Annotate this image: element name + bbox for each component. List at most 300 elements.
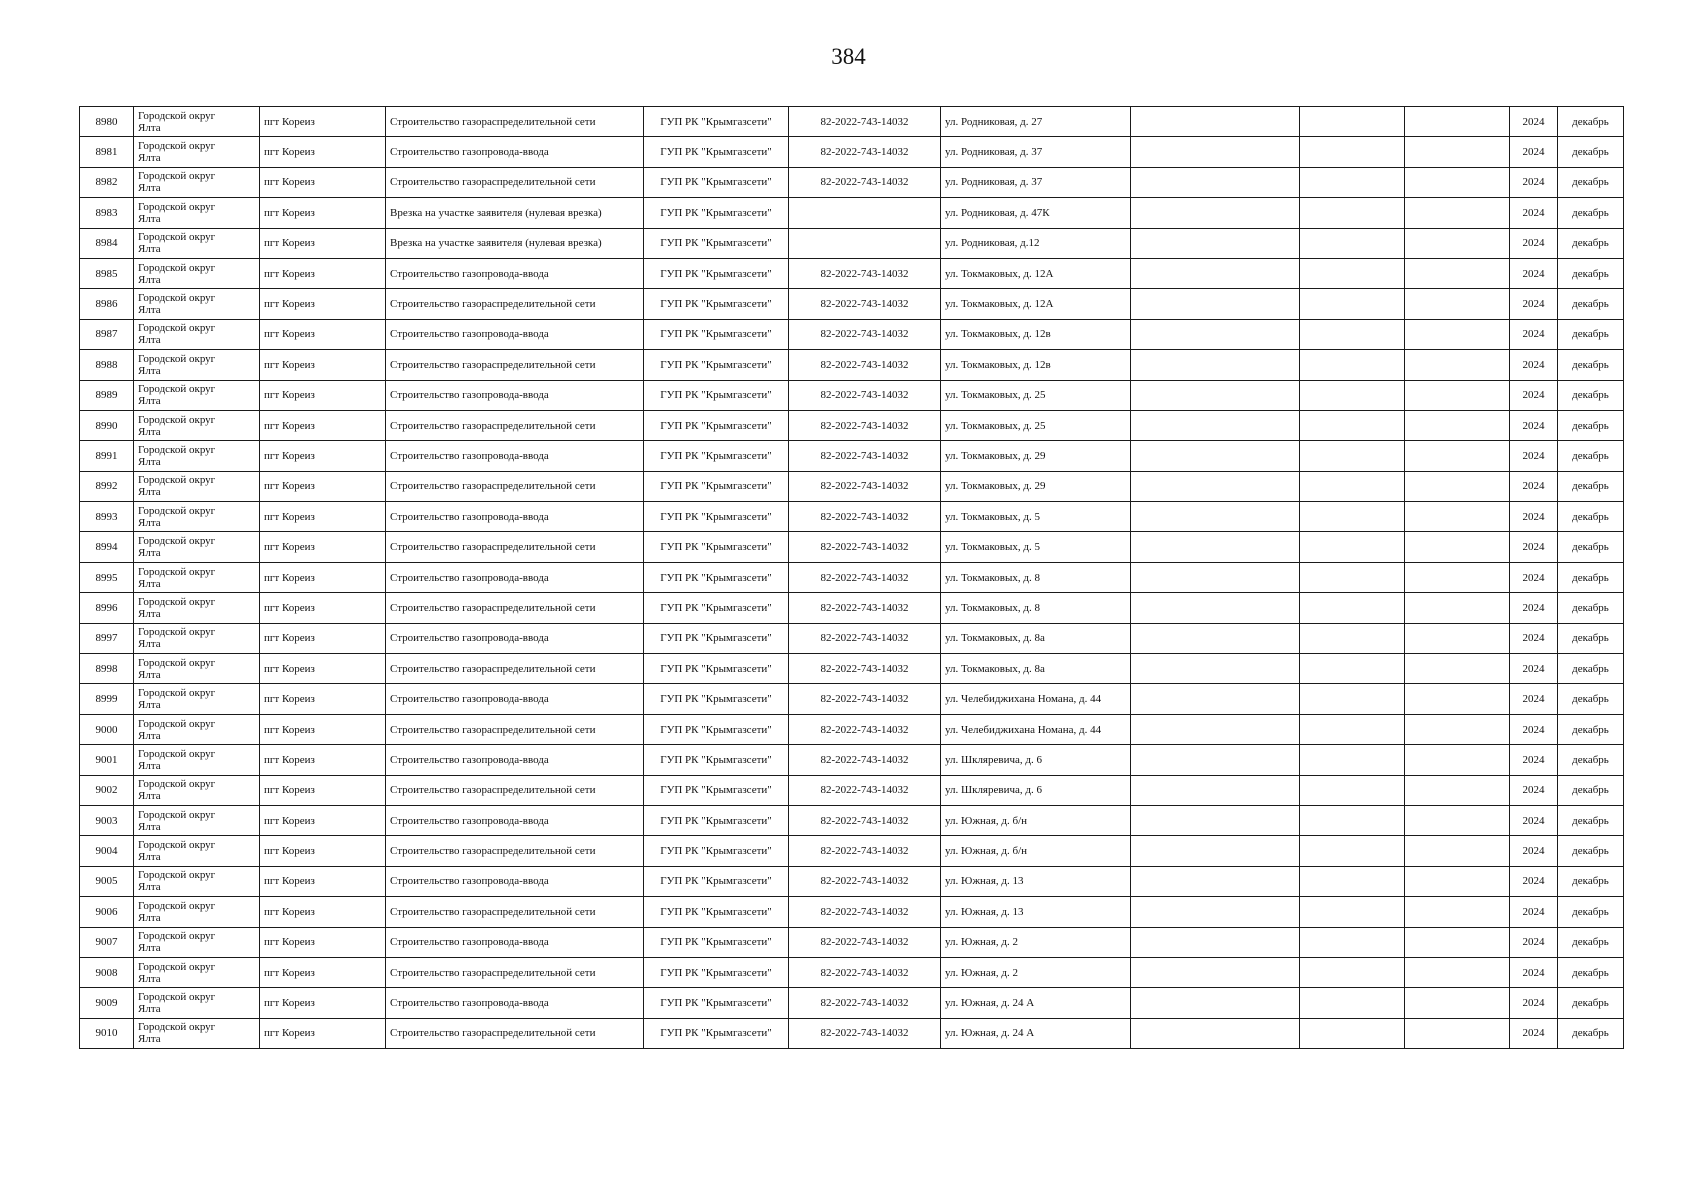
district-cell bbox=[134, 319, 260, 349]
settlement-cell: пгт Кореиз bbox=[260, 714, 386, 744]
empty-cell-2 bbox=[1300, 137, 1405, 167]
empty-cell-1 bbox=[1131, 684, 1300, 714]
row-number-cell: 9002 bbox=[80, 775, 134, 805]
organization-cell: ГУП РК "Крымгазсети" bbox=[644, 380, 789, 410]
organization-cell: ГУП РК "Крымгазсети" bbox=[644, 137, 789, 167]
empty-cell-3 bbox=[1405, 350, 1510, 380]
work-type-cell: Строительство газопровода-ввода bbox=[386, 866, 644, 896]
year-cell: 2024 bbox=[1510, 866, 1558, 896]
empty-cell-3 bbox=[1405, 745, 1510, 775]
organization-cell: ГУП РК "Крымгазсети" bbox=[644, 623, 789, 653]
district-cell bbox=[134, 714, 260, 744]
district-line-1: Городской округ bbox=[138, 595, 216, 608]
year-cell: 2024 bbox=[1510, 836, 1558, 866]
year-cell: 2024 bbox=[1510, 137, 1558, 167]
empty-cell-1 bbox=[1131, 714, 1300, 744]
address-cell: ул. Родниковая, д. 27 bbox=[941, 107, 1131, 137]
month-cell: декабрь bbox=[1558, 471, 1624, 501]
district-line-1: Городской округ bbox=[138, 687, 216, 700]
row-number-cell: 9009 bbox=[80, 988, 134, 1018]
organization-cell: ГУП РК "Крымгазсети" bbox=[644, 897, 789, 927]
district-cell bbox=[134, 532, 260, 562]
district-line-1: Городской округ bbox=[138, 292, 216, 305]
settlement-cell: пгт Кореиз bbox=[260, 775, 386, 805]
work-type-cell: Строительство газораспределительной сети bbox=[386, 714, 644, 744]
district-cell bbox=[134, 258, 260, 288]
district-cell bbox=[134, 441, 260, 471]
address-cell: ул. Токмаковых, д. 29 bbox=[941, 441, 1131, 471]
empty-cell-2 bbox=[1300, 1018, 1405, 1048]
table-row bbox=[80, 319, 1624, 349]
organization-cell: ГУП РК "Крымгазсети" bbox=[644, 502, 789, 532]
table-row bbox=[80, 988, 1624, 1018]
month-cell: декабрь bbox=[1558, 532, 1624, 562]
table-row bbox=[80, 957, 1624, 987]
table-row bbox=[80, 1018, 1624, 1048]
organization-cell: ГУП РК "Крымгазсети" bbox=[644, 107, 789, 137]
address-cell: ул. Южная, д. 2 bbox=[941, 927, 1131, 957]
month-cell: декабрь bbox=[1558, 805, 1624, 835]
empty-cell-3 bbox=[1405, 805, 1510, 835]
settlement-cell: пгт Кореиз bbox=[260, 684, 386, 714]
empty-cell-1 bbox=[1131, 593, 1300, 623]
row-number-cell: 8988 bbox=[80, 350, 134, 380]
organization-cell: ГУП РК "Крымгазсети" bbox=[644, 745, 789, 775]
work-type-cell: Строительство газопровода-ввода bbox=[386, 137, 644, 167]
empty-cell-3 bbox=[1405, 167, 1510, 197]
work-type-cell: Строительство газопровода-ввода bbox=[386, 562, 644, 592]
month-cell: декабрь bbox=[1558, 228, 1624, 258]
program-code-cell: 82-2022-743-14032 bbox=[789, 532, 941, 562]
program-code-cell: 82-2022-743-14032 bbox=[789, 380, 941, 410]
table-row bbox=[80, 380, 1624, 410]
work-type-cell: Строительство газораспределительной сети bbox=[386, 167, 644, 197]
table-row bbox=[80, 441, 1624, 471]
district-line-2: Ялта bbox=[138, 273, 161, 286]
empty-cell-1 bbox=[1131, 410, 1300, 440]
district-cell bbox=[134, 562, 260, 592]
empty-cell-2 bbox=[1300, 289, 1405, 319]
district-line-1: Городской округ bbox=[138, 352, 216, 365]
empty-cell-3 bbox=[1405, 137, 1510, 167]
organization-cell: ГУП РК "Крымгазсети" bbox=[644, 654, 789, 684]
year-cell: 2024 bbox=[1510, 745, 1558, 775]
empty-cell-3 bbox=[1405, 410, 1510, 440]
row-number-cell: 8993 bbox=[80, 502, 134, 532]
empty-cell-1 bbox=[1131, 258, 1300, 288]
district-line-1: Городской округ bbox=[138, 413, 216, 426]
district-cell bbox=[134, 471, 260, 501]
year-cell: 2024 bbox=[1510, 107, 1558, 137]
empty-cell-1 bbox=[1131, 866, 1300, 896]
settlement-cell: пгт Кореиз bbox=[260, 380, 386, 410]
empty-cell-1 bbox=[1131, 502, 1300, 532]
empty-cell-2 bbox=[1300, 532, 1405, 562]
row-number-cell: 8986 bbox=[80, 289, 134, 319]
empty-cell-2 bbox=[1300, 623, 1405, 653]
district-line-1: Городской округ bbox=[138, 565, 216, 578]
table-row bbox=[80, 289, 1624, 319]
empty-cell-1 bbox=[1131, 805, 1300, 835]
year-cell: 2024 bbox=[1510, 289, 1558, 319]
district-line-2: Ялта bbox=[138, 851, 161, 864]
settlement-cell: пгт Кореиз bbox=[260, 623, 386, 653]
empty-cell-1 bbox=[1131, 1018, 1300, 1048]
district-line-1: Городской округ bbox=[138, 261, 216, 274]
table-row bbox=[80, 471, 1624, 501]
work-type-cell: Строительство газораспределительной сети bbox=[386, 593, 644, 623]
district-line-2: Ялта bbox=[138, 516, 161, 529]
table-row bbox=[80, 502, 1624, 532]
table-row bbox=[80, 532, 1624, 562]
empty-cell-2 bbox=[1300, 410, 1405, 440]
settlement-cell: пгт Кореиз bbox=[260, 198, 386, 228]
district-line-1: Городской округ bbox=[138, 960, 216, 973]
district-line-1: Городской округ bbox=[138, 899, 216, 912]
organization-cell: ГУП РК "Крымгазсети" bbox=[644, 836, 789, 866]
address-cell: ул. Южная, д. 24 А bbox=[941, 988, 1131, 1018]
district-cell bbox=[134, 654, 260, 684]
empty-cell-2 bbox=[1300, 350, 1405, 380]
row-number-cell: 9005 bbox=[80, 866, 134, 896]
empty-cell-1 bbox=[1131, 167, 1300, 197]
row-number-cell: 8995 bbox=[80, 562, 134, 592]
empty-cell-3 bbox=[1405, 897, 1510, 927]
district-line-2: Ялта bbox=[138, 121, 161, 134]
year-cell: 2024 bbox=[1510, 380, 1558, 410]
address-cell: ул. Токмаковых, д. 12А bbox=[941, 258, 1131, 288]
district-line-2: Ялта bbox=[138, 790, 161, 803]
settlement-cell: пгт Кореиз bbox=[260, 1018, 386, 1048]
settlement-cell: пгт Кореиз bbox=[260, 289, 386, 319]
work-type-cell: Строительство газораспределительной сети bbox=[386, 654, 644, 684]
row-number-cell: 8992 bbox=[80, 471, 134, 501]
district-line-1: Городской округ bbox=[138, 504, 216, 517]
month-cell: декабрь bbox=[1558, 198, 1624, 228]
empty-cell-1 bbox=[1131, 319, 1300, 349]
empty-cell-1 bbox=[1131, 897, 1300, 927]
settlement-cell: пгт Кореиз bbox=[260, 258, 386, 288]
settlement-cell: пгт Кореиз bbox=[260, 654, 386, 684]
empty-cell-2 bbox=[1300, 471, 1405, 501]
settlement-cell: пгт Кореиз bbox=[260, 137, 386, 167]
address-cell: ул. Челебиджихана Номана, д. 44 bbox=[941, 684, 1131, 714]
work-type-cell: Строительство газораспределительной сети bbox=[386, 410, 644, 440]
year-cell: 2024 bbox=[1510, 1018, 1558, 1048]
program-code-cell: 82-2022-743-14032 bbox=[789, 137, 941, 167]
year-cell: 2024 bbox=[1510, 805, 1558, 835]
program-code-cell: 82-2022-743-14032 bbox=[789, 775, 941, 805]
district-line-2: Ялта bbox=[138, 395, 161, 408]
work-type-cell: Строительство газопровода-ввода bbox=[386, 684, 644, 714]
district-line-1: Городской округ bbox=[138, 869, 216, 882]
district-cell bbox=[134, 167, 260, 197]
address-cell: ул. Южная, д. 13 bbox=[941, 866, 1131, 896]
district-line-2: Ялта bbox=[138, 152, 161, 165]
program-code-cell: 82-2022-743-14032 bbox=[789, 927, 941, 957]
table-row bbox=[80, 167, 1624, 197]
table-row bbox=[80, 684, 1624, 714]
district-cell bbox=[134, 745, 260, 775]
row-number-cell: 8991 bbox=[80, 441, 134, 471]
work-type-cell: Строительство газораспределительной сети bbox=[386, 836, 644, 866]
address-cell: ул. Родниковая, д. 47К bbox=[941, 198, 1131, 228]
empty-cell-3 bbox=[1405, 654, 1510, 684]
empty-cell-3 bbox=[1405, 441, 1510, 471]
year-cell: 2024 bbox=[1510, 957, 1558, 987]
district-line-1: Городской округ bbox=[138, 839, 216, 852]
empty-cell-1 bbox=[1131, 137, 1300, 167]
page-number: 384 bbox=[831, 44, 866, 69]
settlement-cell: пгт Кореиз bbox=[260, 532, 386, 562]
address-cell: ул. Южная, д. 13 bbox=[941, 897, 1131, 927]
row-number-cell: 8980 bbox=[80, 107, 134, 137]
program-code-cell bbox=[789, 198, 941, 228]
table-row bbox=[80, 805, 1624, 835]
year-cell: 2024 bbox=[1510, 350, 1558, 380]
settlement-cell: пгт Кореиз bbox=[260, 410, 386, 440]
row-number-cell: 8985 bbox=[80, 258, 134, 288]
address-cell: ул. Токмаковых, д. 25 bbox=[941, 380, 1131, 410]
settlement-cell: пгт Кореиз bbox=[260, 897, 386, 927]
organization-cell: ГУП РК "Крымгазсети" bbox=[644, 228, 789, 258]
month-cell: декабрь bbox=[1558, 775, 1624, 805]
empty-cell-2 bbox=[1300, 167, 1405, 197]
program-code-cell: 82-2022-743-14032 bbox=[789, 957, 941, 987]
year-cell: 2024 bbox=[1510, 198, 1558, 228]
district-line-1: Городской округ bbox=[138, 808, 216, 821]
district-line-2: Ялта bbox=[138, 334, 161, 347]
work-type-cell: Строительство газораспределительной сети bbox=[386, 471, 644, 501]
year-cell: 2024 bbox=[1510, 471, 1558, 501]
district-cell bbox=[134, 1018, 260, 1048]
empty-cell-3 bbox=[1405, 380, 1510, 410]
work-type-cell: Строительство газораспределительной сети bbox=[386, 350, 644, 380]
row-number-cell: 8997 bbox=[80, 623, 134, 653]
month-cell: декабрь bbox=[1558, 350, 1624, 380]
address-cell: ул. Шкляревича, д. 6 bbox=[941, 745, 1131, 775]
month-cell: декабрь bbox=[1558, 441, 1624, 471]
organization-cell: ГУП РК "Крымгазсети" bbox=[644, 441, 789, 471]
work-type-cell: Строительство газораспределительной сети bbox=[386, 897, 644, 927]
year-cell: 2024 bbox=[1510, 228, 1558, 258]
settlement-cell: пгт Кореиз bbox=[260, 866, 386, 896]
address-cell: ул. Южная, д. 24 А bbox=[941, 1018, 1131, 1048]
program-code-cell: 82-2022-743-14032 bbox=[789, 350, 941, 380]
program-code-cell: 82-2022-743-14032 bbox=[789, 258, 941, 288]
address-cell: ул. Токмаковых, д. 25 bbox=[941, 410, 1131, 440]
address-cell: ул. Токмаковых, д. 8 bbox=[941, 562, 1131, 592]
organization-cell: ГУП РК "Крымгазсети" bbox=[644, 350, 789, 380]
district-cell bbox=[134, 137, 260, 167]
program-code-cell: 82-2022-743-14032 bbox=[789, 745, 941, 775]
district-line-2: Ялта bbox=[138, 607, 161, 620]
table-row bbox=[80, 866, 1624, 896]
district-line-1: Городской округ bbox=[138, 231, 216, 244]
month-cell: декабрь bbox=[1558, 319, 1624, 349]
settlement-cell: пгт Кореиз bbox=[260, 745, 386, 775]
organization-cell: ГУП РК "Крымгазсети" bbox=[644, 532, 789, 562]
district-line-1: Городской округ bbox=[138, 747, 216, 760]
program-code-cell: 82-2022-743-14032 bbox=[789, 988, 941, 1018]
program-code-cell: 82-2022-743-14032 bbox=[789, 836, 941, 866]
empty-cell-3 bbox=[1405, 684, 1510, 714]
year-cell: 2024 bbox=[1510, 684, 1558, 714]
row-number-cell: 8994 bbox=[80, 532, 134, 562]
empty-cell-2 bbox=[1300, 593, 1405, 623]
organization-cell: ГУП РК "Крымгазсети" bbox=[644, 805, 789, 835]
settlement-cell: пгт Кореиз bbox=[260, 441, 386, 471]
month-cell: декабрь bbox=[1558, 927, 1624, 957]
address-cell: ул. Токмаковых, д. 12А bbox=[941, 289, 1131, 319]
district-line-1: Городской округ bbox=[138, 170, 216, 183]
empty-cell-1 bbox=[1131, 562, 1300, 592]
district-line-1: Городской округ bbox=[138, 930, 216, 943]
empty-cell-2 bbox=[1300, 198, 1405, 228]
work-type-cell: Строительство газопровода-ввода bbox=[386, 380, 644, 410]
organization-cell: ГУП РК "Крымгазсети" bbox=[644, 198, 789, 228]
month-cell: декабрь bbox=[1558, 866, 1624, 896]
address-cell: ул. Токмаковых, д. 29 bbox=[941, 471, 1131, 501]
table-row bbox=[80, 745, 1624, 775]
month-cell: декабрь bbox=[1558, 502, 1624, 532]
year-cell: 2024 bbox=[1510, 319, 1558, 349]
empty-cell-3 bbox=[1405, 1018, 1510, 1048]
month-cell: декабрь bbox=[1558, 562, 1624, 592]
empty-cell-2 bbox=[1300, 745, 1405, 775]
address-cell: ул. Южная, д. 2 bbox=[941, 957, 1131, 987]
program-code-cell: 82-2022-743-14032 bbox=[789, 897, 941, 927]
program-code-cell: 82-2022-743-14032 bbox=[789, 167, 941, 197]
district-line-2: Ялта bbox=[138, 1003, 161, 1016]
table-row bbox=[80, 137, 1624, 167]
row-number-cell: 8987 bbox=[80, 319, 134, 349]
district-line-1: Городской округ bbox=[138, 626, 216, 639]
district-line-2: Ялта bbox=[138, 577, 161, 590]
program-code-cell: 82-2022-743-14032 bbox=[789, 107, 941, 137]
district-line-2: Ялта bbox=[138, 729, 161, 742]
address-cell: ул. Токмаковых, д. 8а bbox=[941, 654, 1131, 684]
empty-cell-2 bbox=[1300, 897, 1405, 927]
empty-cell-2 bbox=[1300, 927, 1405, 957]
work-type-cell: Строительство газопровода-ввода bbox=[386, 623, 644, 653]
month-cell: декабрь bbox=[1558, 988, 1624, 1018]
district-line-2: Ялта bbox=[138, 364, 161, 377]
empty-cell-1 bbox=[1131, 654, 1300, 684]
organization-cell: ГУП РК "Крымгазсети" bbox=[644, 927, 789, 957]
row-number-cell: 9001 bbox=[80, 745, 134, 775]
table-row bbox=[80, 228, 1624, 258]
organization-cell: ГУП РК "Крымгазсети" bbox=[644, 593, 789, 623]
year-cell: 2024 bbox=[1510, 167, 1558, 197]
district-cell bbox=[134, 380, 260, 410]
district-line-2: Ялта bbox=[138, 425, 161, 438]
district-line-2: Ялта bbox=[138, 243, 161, 256]
district-line-2: Ялта bbox=[138, 972, 161, 985]
program-code-cell: 82-2022-743-14032 bbox=[789, 441, 941, 471]
organization-cell: ГУП РК "Крымгазсети" bbox=[644, 471, 789, 501]
empty-cell-2 bbox=[1300, 562, 1405, 592]
address-cell: ул. Шкляревича, д. 6 bbox=[941, 775, 1131, 805]
empty-cell-2 bbox=[1300, 988, 1405, 1018]
year-cell: 2024 bbox=[1510, 897, 1558, 927]
row-number-cell: 9006 bbox=[80, 897, 134, 927]
empty-cell-3 bbox=[1405, 927, 1510, 957]
district-cell bbox=[134, 866, 260, 896]
month-cell: декабрь bbox=[1558, 289, 1624, 319]
work-type-cell: Строительство газораспределительной сети bbox=[386, 107, 644, 137]
row-number-cell: 8999 bbox=[80, 684, 134, 714]
district-line-2: Ялта bbox=[138, 820, 161, 833]
organization-cell: ГУП РК "Крымгазсети" bbox=[644, 1018, 789, 1048]
work-type-cell: Строительство газораспределительной сети bbox=[386, 957, 644, 987]
work-type-cell: Строительство газораспределительной сети bbox=[386, 532, 644, 562]
work-type-cell: Строительство газораспределительной сети bbox=[386, 775, 644, 805]
district-line-2: Ялта bbox=[138, 304, 161, 317]
empty-cell-1 bbox=[1131, 623, 1300, 653]
address-cell: ул. Токмаковых, д. 12в bbox=[941, 319, 1131, 349]
table-row bbox=[80, 562, 1624, 592]
district-cell bbox=[134, 198, 260, 228]
work-type-cell: Строительство газопровода-ввода bbox=[386, 745, 644, 775]
row-number-cell: 8998 bbox=[80, 654, 134, 684]
empty-cell-2 bbox=[1300, 502, 1405, 532]
district-cell bbox=[134, 957, 260, 987]
month-cell: декабрь bbox=[1558, 167, 1624, 197]
row-number-cell: 9007 bbox=[80, 927, 134, 957]
district-line-2: Ялта bbox=[138, 759, 161, 772]
empty-cell-3 bbox=[1405, 228, 1510, 258]
empty-cell-2 bbox=[1300, 228, 1405, 258]
address-cell: ул. Южная, д. б/н bbox=[941, 805, 1131, 835]
table-row bbox=[80, 258, 1624, 288]
district-cell bbox=[134, 502, 260, 532]
program-code-cell: 82-2022-743-14032 bbox=[789, 805, 941, 835]
month-cell: декабрь bbox=[1558, 957, 1624, 987]
settlement-cell: пгт Кореиз bbox=[260, 350, 386, 380]
table-row bbox=[80, 897, 1624, 927]
work-type-cell: Строительство газопровода-ввода bbox=[386, 927, 644, 957]
program-code-cell: 82-2022-743-14032 bbox=[789, 866, 941, 896]
district-cell bbox=[134, 593, 260, 623]
empty-cell-1 bbox=[1131, 107, 1300, 137]
program-code-cell: 82-2022-743-14032 bbox=[789, 410, 941, 440]
program-code-cell bbox=[789, 228, 941, 258]
district-cell bbox=[134, 805, 260, 835]
empty-cell-3 bbox=[1405, 775, 1510, 805]
district-line-2: Ялта bbox=[138, 486, 161, 499]
address-cell: ул. Родниковая, д. 37 bbox=[941, 137, 1131, 167]
work-type-cell: Строительство газораспределительной сети bbox=[386, 1018, 644, 1048]
district-line-2: Ялта bbox=[138, 182, 161, 195]
district-line-2: Ялта bbox=[138, 1033, 161, 1046]
row-number-cell: 9010 bbox=[80, 1018, 134, 1048]
district-line-1: Городской округ bbox=[138, 322, 216, 335]
settlement-cell: пгт Кореиз bbox=[260, 471, 386, 501]
settlement-cell: пгт Кореиз bbox=[260, 805, 386, 835]
year-cell: 2024 bbox=[1510, 502, 1558, 532]
table-body bbox=[80, 107, 1624, 1049]
year-cell: 2024 bbox=[1510, 532, 1558, 562]
empty-cell-3 bbox=[1405, 289, 1510, 319]
settlement-cell: пгт Кореиз bbox=[260, 319, 386, 349]
empty-cell-3 bbox=[1405, 957, 1510, 987]
empty-cell-2 bbox=[1300, 957, 1405, 987]
table-row bbox=[80, 350, 1624, 380]
district-line-1: Городской округ bbox=[138, 535, 216, 548]
empty-cell-2 bbox=[1300, 866, 1405, 896]
month-cell: декабрь bbox=[1558, 107, 1624, 137]
